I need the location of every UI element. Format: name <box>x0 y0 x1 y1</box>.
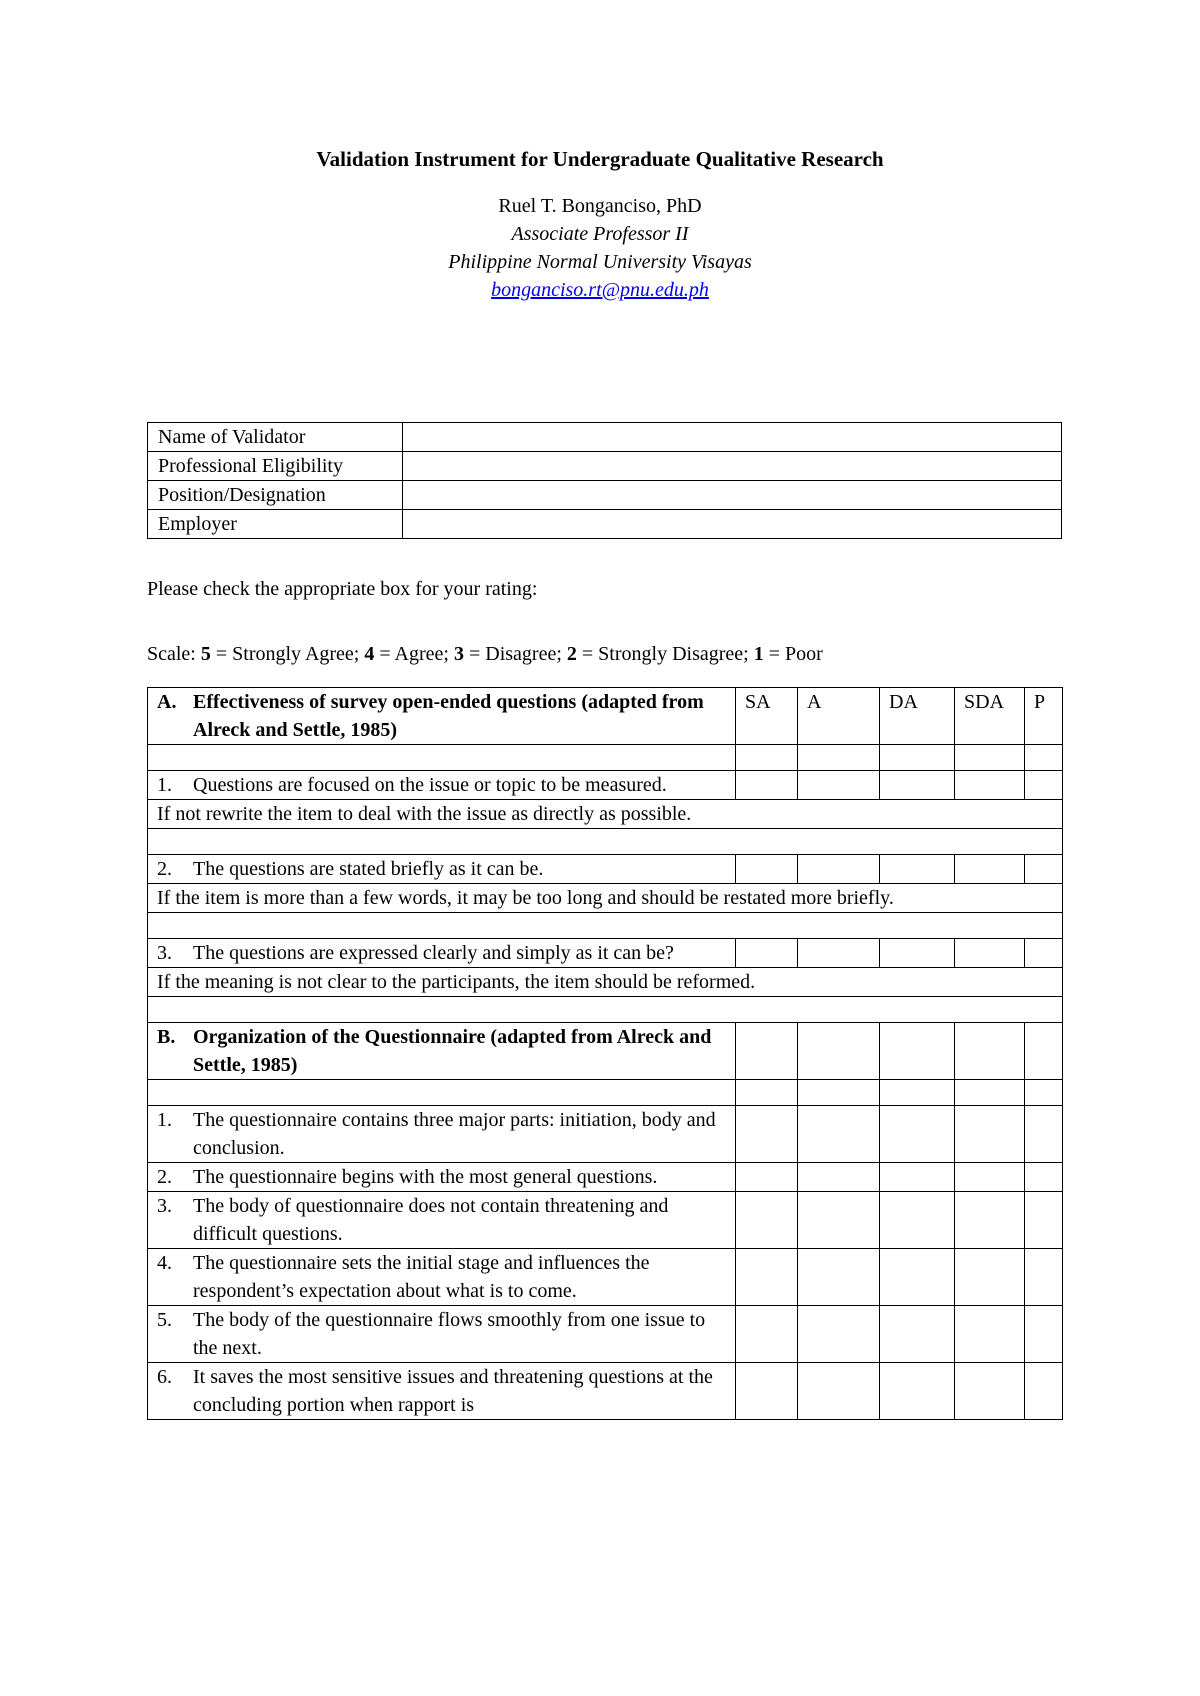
scale-value: 5 <box>200 643 211 665</box>
section-a-title <box>148 688 736 745</box>
rating-checkbox[interactable] <box>880 1023 955 1080</box>
item-cell <box>148 1249 736 1306</box>
rating-checkbox[interactable] <box>880 1080 955 1106</box>
item-number: 6. <box>157 1366 172 1388</box>
rating-checkbox-a[interactable] <box>798 771 880 800</box>
validator-field-label: Employer <box>148 510 403 539</box>
rating-checkbox-sda[interactable] <box>955 855 1025 884</box>
rating-checkbox-sda[interactable] <box>955 1306 1025 1363</box>
section-b-title <box>148 1023 736 1080</box>
section-header-row <box>148 688 1063 745</box>
rating-checkbox-p[interactable] <box>1025 1163 1063 1192</box>
note-row <box>148 800 1063 829</box>
rating-column-header: P <box>1025 688 1063 745</box>
rating-checkbox-da[interactable] <box>880 1106 955 1163</box>
item-number: 3. <box>157 1195 172 1217</box>
rating-checkbox[interactable] <box>798 1023 880 1080</box>
section-title: Effectiveness of survey open-ended questions (adapted from Alreck and Settle, 1985) <box>193 691 704 741</box>
blank-row <box>148 1080 1063 1106</box>
rating-checkbox-sda[interactable] <box>955 1192 1025 1249</box>
rating-checkbox[interactable] <box>798 1080 880 1106</box>
item-note: If not rewrite the item to deal with the issue as directly as possible. <box>148 800 1063 829</box>
item-number: 3. <box>157 942 172 964</box>
validator-field-input[interactable] <box>403 423 1062 452</box>
rating-checkbox-sda[interactable] <box>955 1106 1025 1163</box>
scale-label: = Strongly Disagree; <box>576 643 754 665</box>
item-text: It saves the most sensitive issues and threatening questions at the concluding portion when rapport is <box>193 1366 713 1416</box>
item-text: Questions are focused on the issue or topic to be measured. <box>193 774 667 796</box>
instruction-text: Please check the appropriate box for your rating: <box>147 578 538 600</box>
rating-checkbox-da[interactable] <box>880 1249 955 1306</box>
rating-checkbox-p[interactable] <box>1025 1249 1063 1306</box>
validator-field-input[interactable] <box>403 452 1062 481</box>
scale-value: 1 <box>753 643 764 665</box>
rating-checkbox-sda[interactable] <box>955 939 1025 968</box>
item-row <box>148 1106 1063 1163</box>
rating-checkbox[interactable] <box>736 1023 798 1080</box>
rating-checkbox-p[interactable] <box>1025 1306 1063 1363</box>
rating-checkbox-sa[interactable] <box>736 1306 798 1363</box>
rating-checkbox[interactable] <box>1025 1023 1063 1080</box>
rating-checkbox-sa[interactable] <box>736 855 798 884</box>
blank-row <box>148 997 1063 1023</box>
item-text: The body of the questionnaire flows smoothly from one issue to the next. <box>193 1309 706 1359</box>
rating-checkbox-sda[interactable] <box>955 1249 1025 1306</box>
author-position: Associate Professor II <box>511 223 689 245</box>
item-cell <box>148 1363 736 1420</box>
validator-row <box>148 452 1062 481</box>
item-text: The body of questionnaire does not contain threatening and difficult questions. <box>193 1195 669 1245</box>
item-text: The questions are stated briefly as it can be. <box>193 858 544 880</box>
item-number: 5. <box>157 1309 172 1331</box>
note-row <box>148 968 1063 997</box>
item-text: The questions are expressed clearly and simply as it can be? <box>193 942 674 964</box>
rating-checkbox-da[interactable] <box>880 1163 955 1192</box>
rating-checkbox-sa[interactable] <box>736 1249 798 1306</box>
section-title: Organization of the Questionnaire (adapted from Alreck and Settle, 1985) <box>193 1026 712 1076</box>
item-note: If the item is more than a few words, it may be too long and should be restated more briefly. <box>148 884 1063 913</box>
rating-checkbox[interactable] <box>880 745 955 771</box>
rating-checkbox-a[interactable] <box>798 939 880 968</box>
rating-checkbox-a[interactable] <box>798 1249 880 1306</box>
scale-label: = Strongly Agree; <box>210 643 365 665</box>
rating-checkbox-da[interactable] <box>880 1306 955 1363</box>
rating-column-header: SDA <box>955 688 1025 745</box>
item-cell <box>148 1192 736 1249</box>
rating-checkbox[interactable] <box>736 745 798 771</box>
validator-row <box>148 423 1062 452</box>
blank-row <box>148 829 1063 855</box>
item-text: The questionnaire sets the initial stage and influences the respondent’s expectation about what is to come. <box>193 1252 650 1302</box>
scale-label: = Agree; <box>374 643 454 665</box>
rating-checkbox-da[interactable] <box>880 1363 955 1420</box>
item-row <box>148 1192 1063 1249</box>
item-row <box>148 855 1063 884</box>
author-name: Ruel T. Bonganciso, PhD <box>498 195 702 217</box>
rating-checkbox-p[interactable] <box>1025 1192 1063 1249</box>
document-title: Validation Instrument for Undergraduate Qualitative Research <box>316 147 884 171</box>
rating-checkbox-da[interactable] <box>880 771 955 800</box>
rating-column-header: SA <box>736 688 798 745</box>
scale-label: = Poor <box>763 643 823 665</box>
rating-checkbox-da[interactable] <box>880 855 955 884</box>
validator-field-label: Professional Eligibility <box>148 452 403 481</box>
rating-checkbox-sa[interactable] <box>736 1106 798 1163</box>
validator-row <box>148 481 1062 510</box>
section-letter: B. <box>157 1026 176 1048</box>
rating-checkbox-sa[interactable] <box>736 1163 798 1192</box>
document-header <box>0 146 1200 304</box>
author-email-link[interactable]: bonganciso.rt@pnu.edu.ph <box>491 279 709 301</box>
rating-checkbox-da[interactable] <box>880 939 955 968</box>
rating-checkbox[interactable] <box>736 1080 798 1106</box>
rating-checkbox[interactable] <box>955 1080 1025 1106</box>
blank-row <box>148 745 1063 771</box>
scale-value: 4 <box>364 643 375 665</box>
section-letter: A. <box>157 691 177 713</box>
rating-checkbox-p[interactable] <box>1025 771 1063 800</box>
item-number: 4. <box>157 1252 172 1274</box>
scale-prefix: Scale: <box>147 643 201 665</box>
rating-checkbox[interactable] <box>955 1023 1025 1080</box>
item-cell <box>148 771 736 800</box>
validator-row <box>148 510 1062 539</box>
item-number: 2. <box>157 1166 172 1188</box>
item-cell <box>148 855 736 884</box>
rating-checkbox-sa[interactable] <box>736 939 798 968</box>
rating-checkbox[interactable] <box>798 745 880 771</box>
scale-legend <box>147 640 823 668</box>
item-row <box>148 1249 1063 1306</box>
rating-column-header: DA <box>880 688 955 745</box>
item-number: 2. <box>157 858 172 880</box>
rating-checkbox-sda[interactable] <box>955 1363 1025 1420</box>
rating-checkbox-a[interactable] <box>798 1363 880 1420</box>
rating-checkbox-p[interactable] <box>1025 1106 1063 1163</box>
item-note: If the meaning is not clear to the participants, the item should be reformed. <box>148 968 1063 997</box>
rating-checkbox-a[interactable] <box>798 1163 880 1192</box>
rating-checkbox-p[interactable] <box>1025 855 1063 884</box>
item-cell <box>148 1306 736 1363</box>
rating-checkbox-sda[interactable] <box>955 1163 1025 1192</box>
validator-field-input[interactable] <box>403 481 1062 510</box>
rating-checkbox-sa[interactable] <box>736 771 798 800</box>
item-row <box>148 1363 1063 1420</box>
rating-checkbox-sa[interactable] <box>736 1363 798 1420</box>
validator-field-label: Position/Designation <box>148 481 403 510</box>
item-row <box>148 771 1063 800</box>
item-number: 1. <box>157 1109 172 1131</box>
rating-checkbox-p[interactable] <box>1025 1363 1063 1420</box>
scale-value: 2 <box>566 643 577 665</box>
validator-info-table <box>147 422 1062 539</box>
rating-checkbox-a[interactable] <box>798 1192 880 1249</box>
item-cell <box>148 1163 736 1192</box>
author-institution: Philippine Normal University Visayas <box>448 251 752 273</box>
rating-checkbox-p[interactable] <box>1025 939 1063 968</box>
item-number: 1. <box>157 774 172 796</box>
rating-checkbox-a[interactable] <box>798 1306 880 1363</box>
rating-column-header: A <box>798 688 880 745</box>
scale-label: = Disagree; <box>463 643 567 665</box>
rating-checkbox-a[interactable] <box>798 855 880 884</box>
item-row <box>148 1163 1063 1192</box>
rating-checkbox-da[interactable] <box>880 1192 955 1249</box>
item-row <box>148 939 1063 968</box>
section-header-row <box>148 1023 1063 1080</box>
rating-checkbox[interactable] <box>1025 745 1063 771</box>
rating-checkbox[interactable] <box>955 745 1025 771</box>
item-text: The questionnaire begins with the most general questions. <box>193 1166 658 1188</box>
validator-field-input[interactable] <box>403 510 1062 539</box>
note-row <box>148 884 1063 913</box>
item-row <box>148 1306 1063 1363</box>
validator-field-label: Name of Validator <box>148 423 403 452</box>
rating-table <box>147 687 1063 1420</box>
item-text: The questionnaire contains three major parts: initiation, body and conclusion. <box>193 1109 716 1159</box>
item-cell <box>148 1106 736 1163</box>
rating-checkbox-a[interactable] <box>798 1106 880 1163</box>
blank-row <box>148 913 1063 939</box>
scale-value: 3 <box>453 643 464 665</box>
rating-checkbox-sda[interactable] <box>955 771 1025 800</box>
rating-checkbox-sa[interactable] <box>736 1192 798 1249</box>
rating-checkbox[interactable] <box>1025 1080 1063 1106</box>
item-cell <box>148 939 736 968</box>
